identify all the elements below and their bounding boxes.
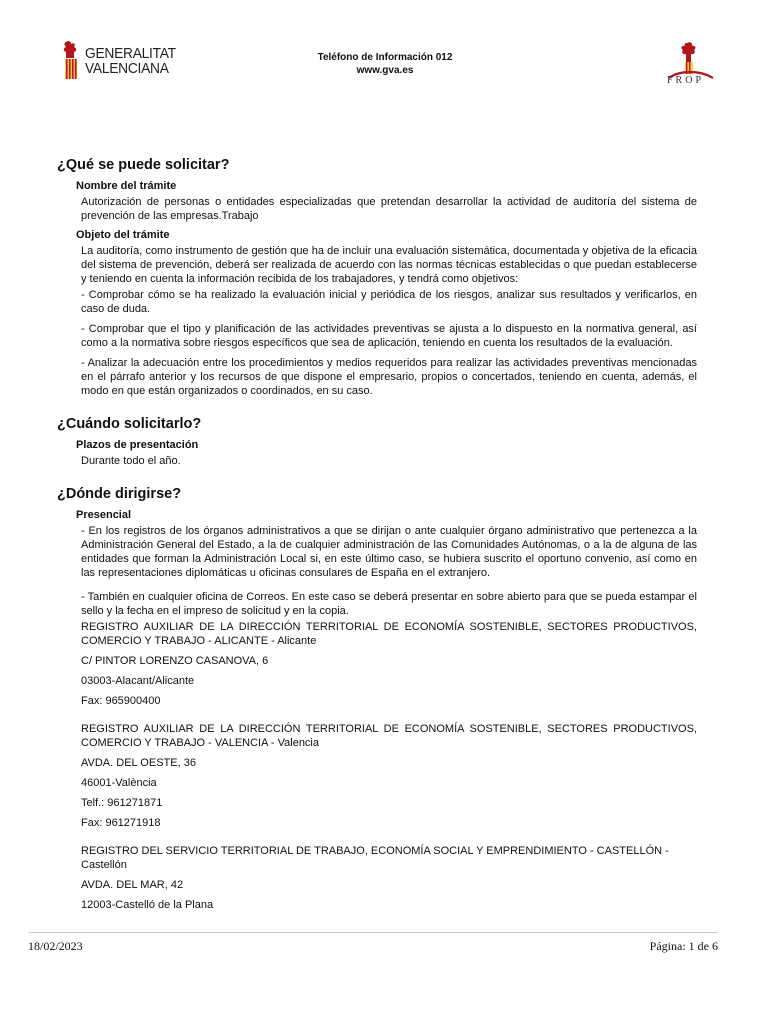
registro-city: 03003-Alacant/Alicante xyxy=(81,675,195,687)
registro-address: AVDA. DEL OESTE, 36 xyxy=(81,757,196,769)
logo-line-1: GENERALITAT xyxy=(85,45,176,62)
registro-fax: Fax: 965900400 xyxy=(81,695,161,707)
objeto-paragraph: - Comprobar que el tipo y planificación de las actividades preventivas se ajusta a lo dispuesto en la normativa general, así como a la normativa sobre riesgos específicos que sea de aplicación, teniendo en cuenta los resultados de la evaluación. xyxy=(81,323,697,349)
registro-address: AVDA. DEL MAR, 42 xyxy=(81,879,184,891)
page-number: Página: 1 de 6 xyxy=(649,939,718,953)
donde-paragraph: - En los registros de los órganos administrativos a que se dirijan o ante cualquier órgano administrativo que pertenezca a la Administración General del Estado, a la de cualquier administración de las Comunidades Autónomas, o a la de alguna de las entidades que forman la Administración Local si, en este último caso, se hubiera suscrito el oportuno convenio, así como en las representaciones diplomáticas u oficinas consulares de España en el extranjero. xyxy=(81,525,697,579)
plazos-heading: Plazos de presentación xyxy=(76,439,199,451)
frop-label: FROP xyxy=(667,75,705,86)
section-title-cuando: ¿Cuándo solicitarlo? xyxy=(57,416,202,432)
main-content xyxy=(57,157,697,918)
header-contact xyxy=(0,51,770,77)
registro-fax: Fax: 961271918 xyxy=(81,817,161,829)
nombre-text: Autorización de personas o entidades especializadas que pretendan desarrollar la actividad de auditoría del sistema de prevención de las empresas.Trabajo xyxy=(81,196,697,222)
section-title-que: ¿Qué se puede solicitar? xyxy=(57,157,230,173)
registro-name: REGISTRO AUXILIAR DE LA DIRECCIÓN TERRITORIAL DE ECONOMÍA SOSTENIBLE, SECTORES PRODUCTIVOS, COMERCIO Y TRABAJO - VALENCIA - Valencia xyxy=(81,723,697,749)
registro-tel: Telf.: 961271871 xyxy=(81,797,163,809)
footer-date: 18/02/2023 xyxy=(28,939,83,953)
logo-line-2: VALENCIANA xyxy=(85,60,169,77)
registro-city: 46001-València xyxy=(81,777,157,789)
objeto-heading: Objeto del trámite xyxy=(76,229,170,241)
presencial-heading: Presencial xyxy=(76,509,132,521)
page-footer xyxy=(28,932,718,959)
page-header xyxy=(0,0,770,110)
phone-info: Teléfono de Información 012 xyxy=(317,52,453,63)
website-link[interactable]: www.gva.es xyxy=(356,65,414,76)
registro-city: 12003-Castelló de la Plana xyxy=(81,899,214,911)
section-title-donde: ¿Dónde dirigirse? xyxy=(57,486,182,502)
objeto-paragraph: La auditoría, como instrumento de gestión que ha de incluir una evaluación sistemática, documentada y objetiva de la eficacia del sistema de prevención, deberá ser realizada de acuerdo con las normas técnicas establecidas o que puedan establecerse y teniendo en cuenta la información recibida de los trabajadores, y tendrá como objetivos: xyxy=(81,245,697,285)
objeto-paragraph: - Analizar la adecuación entre los procedimientos y medios requeridos para realizar las actividades preventivas mencionadas en el párrafo anterior y los recursos de que dispone el empresario, propios o concertados, teniendo en cuenta, además, el modo en que están organizados o coordinados, en su caso. xyxy=(81,357,697,397)
registro-address: C/ PINTOR LORENZO CASANOVA, 6 xyxy=(81,655,269,667)
plazos-text: Durante todo el año. xyxy=(81,455,181,467)
donde-paragraph: - También en cualquier oficina de Correos. En este caso se deberá presentar en sobre abierto para que se pueda estampar el sello y la fecha en el impreso de solicitud y en la copia. xyxy=(81,591,697,617)
registro-name: REGISTRO AUXILIAR DE LA DIRECCIÓN TERRITORIAL DE ECONOMÍA SOSTENIBLE, SECTORES PRODUCTIVOS, COMERCIO Y TRABAJO - ALICANTE - Alicante xyxy=(81,621,697,647)
nombre-heading: Nombre del trámite xyxy=(76,180,177,192)
registro-name: REGISTRO DEL SERVICIO TERRITORIAL DE TRABAJO, ECONOMÍA SOCIAL Y EMPRENDIMIENTO - CASTELLÓN - Castellón xyxy=(81,845,669,871)
objeto-paragraph: - Comprobar cómo se ha realizado la evaluación inicial y periódica de los riesgos, analizar sus resultados y verificarlos, en caso de duda. xyxy=(81,289,697,315)
